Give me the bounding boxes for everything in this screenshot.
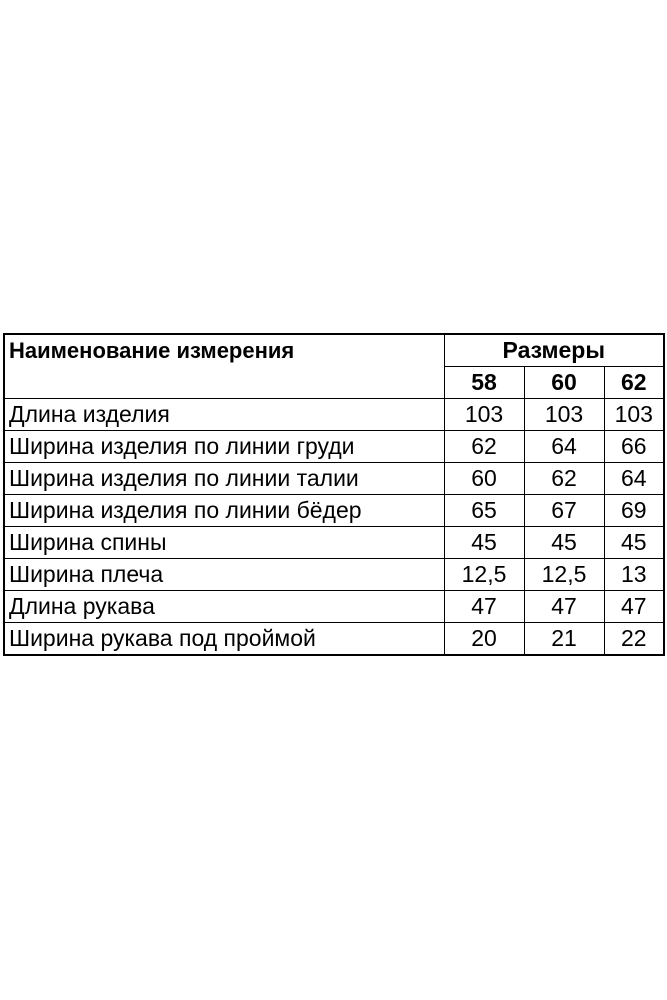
row-value: 47 [444, 591, 524, 623]
row-value: 62 [524, 463, 604, 495]
row-value: 65 [444, 495, 524, 527]
row-value: 12,5 [444, 559, 524, 591]
table-row [4, 623, 664, 656]
row-label: Ширина изделия по линии бёдер [4, 495, 444, 527]
row-value: 12,5 [524, 559, 604, 591]
row-value: 60 [444, 463, 524, 495]
row-label: Ширина спины [4, 527, 444, 559]
row-value: 67 [524, 495, 604, 527]
size-header-60: 60 [524, 367, 604, 399]
row-value: 66 [604, 431, 664, 463]
row-label: Ширина рукава под проймой [4, 623, 444, 656]
row-value: 103 [604, 399, 664, 431]
table-row [4, 527, 664, 559]
row-value: 45 [604, 527, 664, 559]
row-label: Ширина плеча [4, 559, 444, 591]
table-header-row [4, 334, 664, 367]
row-value: 21 [524, 623, 604, 656]
row-label: Длина изделия [4, 399, 444, 431]
row-value: 13 [604, 559, 664, 591]
row-value: 62 [444, 431, 524, 463]
size-header-58: 58 [444, 367, 524, 399]
measurement-name-header: Наименование измерения [4, 334, 444, 367]
row-value: 103 [524, 399, 604, 431]
empty-header-cell [4, 367, 444, 399]
table-row [4, 591, 664, 623]
row-label: Ширина изделия по линии талии [4, 463, 444, 495]
row-value: 64 [604, 463, 664, 495]
table-row [4, 463, 664, 495]
row-value: 45 [524, 527, 604, 559]
row-value: 64 [524, 431, 604, 463]
row-value: 103 [444, 399, 524, 431]
table-row [4, 431, 664, 463]
row-value: 45 [444, 527, 524, 559]
row-value: 47 [524, 591, 604, 623]
size-numbers-row [4, 367, 664, 399]
row-label: Ширина изделия по линии груди [4, 431, 444, 463]
row-value: 20 [444, 623, 524, 656]
table-row [4, 495, 664, 527]
row-value: 47 [604, 591, 664, 623]
row-value: 22 [604, 623, 664, 656]
size-chart-table [3, 333, 665, 656]
size-header-62: 62 [604, 367, 664, 399]
table-row [4, 559, 664, 591]
row-value: 69 [604, 495, 664, 527]
sizes-header: Размеры [444, 334, 664, 367]
row-label: Длина рукава [4, 591, 444, 623]
table-row [4, 399, 664, 431]
